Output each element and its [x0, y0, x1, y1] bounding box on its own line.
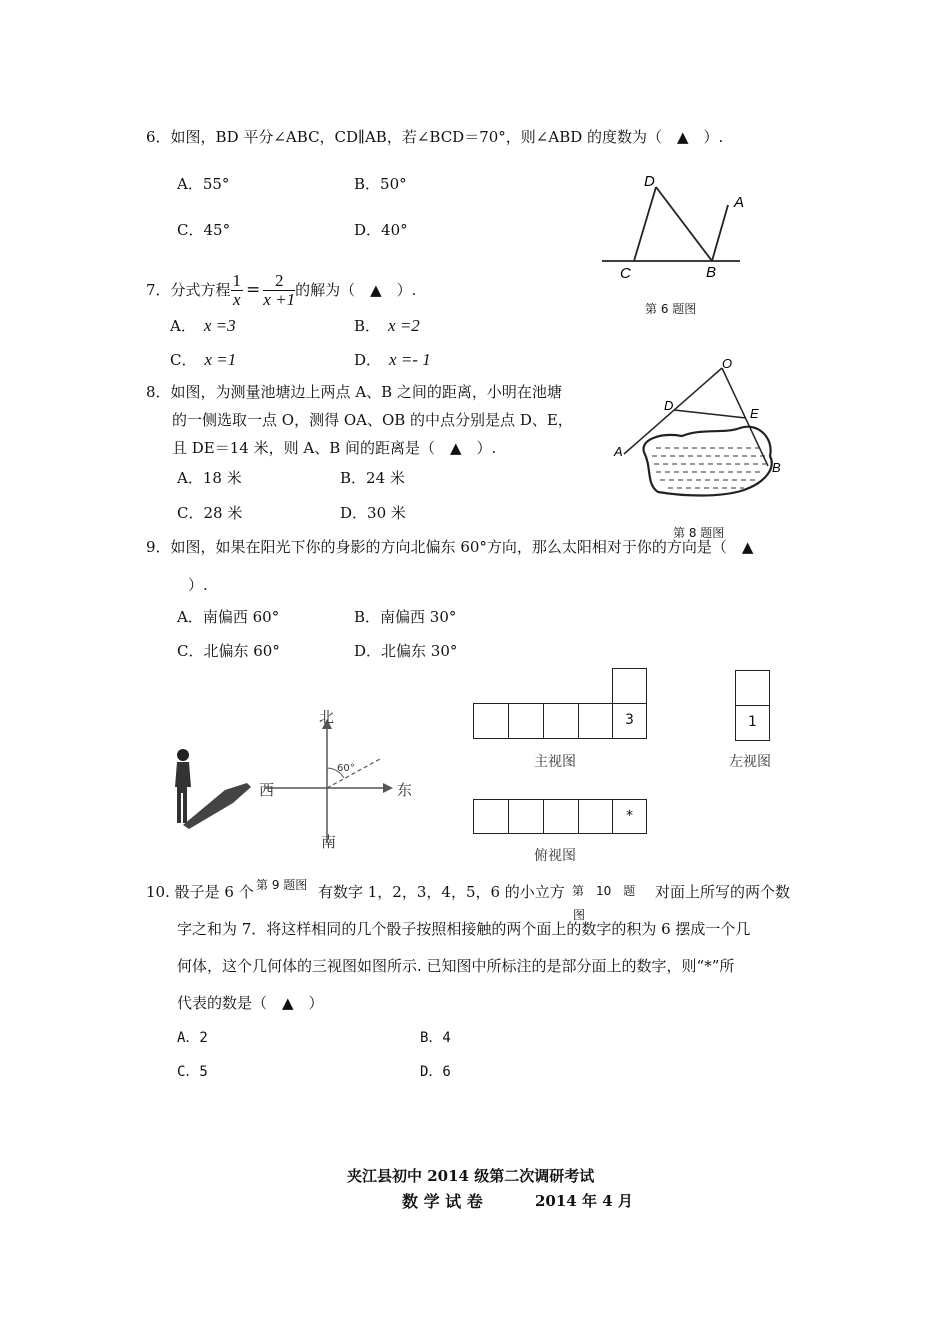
q7-option-b-letter: B．: [354, 317, 381, 335]
q8-option-c: C．28 米: [177, 504, 243, 522]
q6-option-c: C．45°: [177, 221, 231, 239]
q10-option-a: A．2: [177, 1030, 208, 1046]
front-view-cell: [543, 703, 579, 739]
q7-option-b: [354, 316, 420, 336]
q10-option-d: D．6: [420, 1064, 451, 1080]
q9-angle-label: 60°: [337, 763, 355, 774]
q7-lhs-den: x: [233, 289, 241, 309]
q10-stem-line1-end: 对面上所写的两个数: [655, 883, 791, 901]
q6-caption: 第 6 题图: [645, 302, 697, 316]
q7-rhs-num: 2: [263, 272, 295, 291]
top-view-cell: [578, 799, 613, 834]
q10-stem-line3: 何体，这个几何体的三视图如图所示. 已知图中所标注的是部分面上的数字，则“*”所: [177, 957, 735, 975]
q7-suffix: 的解为（ ▲ ）.: [295, 281, 417, 299]
q6-option-d: D．40°: [354, 221, 408, 239]
q7-option-c-expr: x =1: [204, 350, 237, 369]
top-view-cell: [473, 799, 509, 834]
q10-stem-line4: 代表的数是（ ▲ ）: [177, 994, 324, 1012]
q10-caption-bottom: 图: [573, 908, 586, 922]
q9-stem-line2: ）.: [188, 576, 208, 594]
q6-line-ba: [712, 205, 728, 261]
q10-stem-line1-start: 10. 骰子是 6 个: [146, 883, 254, 901]
q6-label-b: B: [706, 264, 717, 281]
q7-option-d-letter: D．: [354, 351, 382, 369]
q6-option-b: B．50°: [354, 175, 407, 193]
top-view-marked-cell: *: [612, 799, 647, 834]
q9-option-c: C．北偏东 60°: [177, 642, 280, 660]
q9-person-head: [177, 749, 189, 761]
q9-label-south: 南: [321, 833, 337, 851]
q8-stem-line2: 的一侧选取一点 O，测得 OA、OB 的中点分别是点 D、E，: [172, 411, 573, 429]
q9-person-shadow: [183, 783, 251, 829]
q9-compass: [255, 705, 425, 855]
q6-label-a: A: [734, 194, 745, 211]
q9-person-figure: [165, 745, 260, 835]
q10-option-b: B．4: [420, 1030, 451, 1046]
q6-figure: [600, 165, 760, 290]
q7-option-d: [354, 350, 431, 370]
q7-option-a-expr: x =3: [203, 316, 236, 335]
q7-option-d-expr: x =- 1: [389, 350, 431, 369]
q9-person-body: [175, 762, 191, 823]
left-view-top-cell: [735, 670, 770, 706]
q8-figure: [612, 352, 792, 512]
q6-stem: 6．如图，BD 平分∠ABC，CD∥AB，若∠BCD＝70°，则∠ABD 的度数为（ ▲ ）.: [146, 128, 724, 146]
front-view-top-cell: [612, 668, 647, 704]
front-view-cell: [508, 703, 544, 739]
q7-prefix: 7．分式方程: [146, 281, 231, 299]
q8-option-a: A．18 米: [177, 469, 242, 487]
q10-stem-line2: 字之和为 7．将这样相同的几个骰子按照相接触的两个面上的数字的积为 6 摆成一个几: [177, 920, 751, 938]
q7-option-a: [170, 316, 236, 336]
q8-label-a: A: [614, 444, 623, 459]
q8-stem-line1: 8．如图，为测量池塘边上两点 A、B 之间的距离，小明在池塘: [146, 383, 562, 401]
q10-stem-line1-middle: 有数字 1，2，3，4，5，6 的小立方: [318, 883, 565, 901]
q9-caption: 第 9 题图: [256, 878, 308, 892]
q7-lhs-fraction: [231, 272, 244, 309]
q8-label-e: E: [750, 406, 759, 421]
q6-line-db: [656, 187, 712, 261]
footer-subject: 数 学 试 卷: [402, 1192, 483, 1211]
q7-option-b-expr: x =2: [388, 316, 420, 335]
q6-line-cd: [634, 187, 656, 261]
top-view-label: 俯视图: [534, 848, 576, 864]
q10-caption-top: 第 10 题: [572, 884, 636, 898]
q8-label-d: D: [664, 398, 674, 413]
q7-equals: =: [246, 280, 261, 300]
q7-rhs-den: x +1: [263, 289, 296, 309]
q8-option-b: B．24 米: [340, 469, 405, 487]
footer-exam-title: 夹江县初中 2014 级第二次调研考试: [347, 1167, 595, 1185]
left-view-marked-cell: 1: [735, 705, 770, 741]
q6-label-c: C: [620, 265, 631, 282]
q7-lhs-num: 1: [232, 270, 242, 290]
q7-option-c-letter: C．: [170, 351, 197, 369]
left-view-label: 左视图: [729, 754, 771, 770]
q7-option-c: [170, 350, 236, 370]
q7-stem: [146, 268, 416, 312]
q10-option-c: C．5: [177, 1064, 208, 1080]
footer-date: 2014 年 4 月: [535, 1192, 633, 1210]
q9-east-arrowhead: [383, 783, 393, 793]
front-view-marked-cell: 3: [612, 703, 647, 739]
q8-stem-line3: 且 DE＝14 米，则 A、B 间的距离是（ ▲ ）.: [172, 439, 497, 457]
q7-option-a-letter: A．: [170, 317, 196, 335]
q6-option-a: A．55°: [177, 175, 230, 193]
q9-option-d: D．北偏东 30°: [354, 642, 458, 660]
q8-label-b: B: [772, 460, 781, 475]
q9-label-east: 东: [397, 781, 413, 799]
q8-label-o: O: [722, 356, 733, 371]
top-view-cell: [543, 799, 579, 834]
front-view-cell: [578, 703, 613, 739]
q9-option-a: A．南偏西 60°: [177, 608, 280, 626]
q9-label-west: 西: [259, 781, 275, 799]
front-view-label: 主视图: [534, 754, 576, 770]
front-view-cell: [473, 703, 509, 739]
q9-stem-line1: 9．如图，如果在阳光下你的身影的方向北偏东 60°方向，那么太阳相对于你的方向是（ ▲: [146, 538, 754, 556]
q9-option-b: B．南偏西 30°: [354, 608, 457, 626]
q8-option-d: D．30 米: [340, 504, 406, 522]
q8-line-de: [674, 410, 746, 418]
q7-rhs-fraction: [263, 272, 295, 309]
top-view-cell: [508, 799, 544, 834]
q6-label-d: D: [644, 173, 655, 190]
q9-label-north: 北: [319, 708, 335, 726]
q8-caption: 第 8 题图: [673, 526, 725, 540]
q8-pond: [643, 427, 771, 496]
